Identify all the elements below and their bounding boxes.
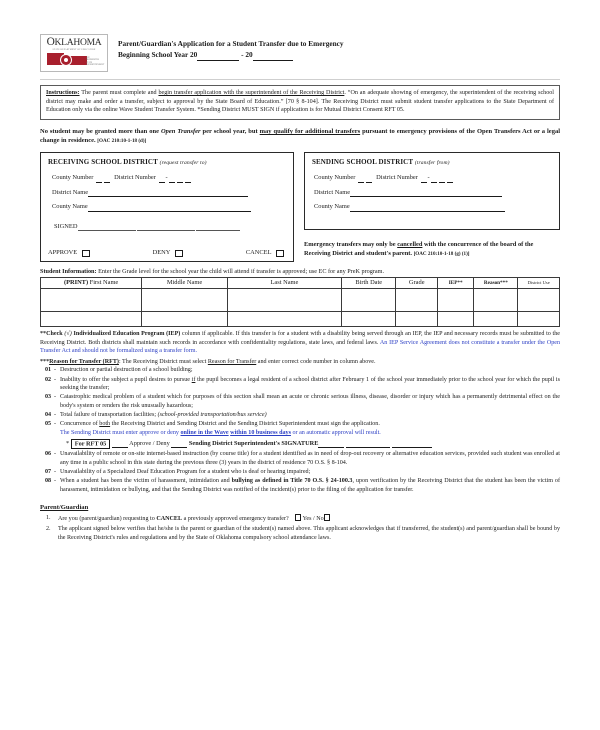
cancel-label: CANCEL: [245, 249, 272, 257]
parent-guardian-list: [40, 514, 560, 542]
sending-district-number-input-2[interactable]: [431, 176, 437, 183]
code-number: 04: [45, 412, 52, 419]
cancel-no-checkbox[interactable]: [324, 514, 331, 521]
list-item: 01 - Destruction or partial destruction of a school building;: [45, 367, 193, 374]
district-section: [40, 152, 560, 262]
sending-district-number-input-3[interactable]: [439, 176, 445, 183]
code-text: Catastrophic medical problem of a student which for purposes of this section shall mean an acute or chronic serious illness, disease, disorder or injury which has a permanently detrimental effect on the body's system or renders the risk unusually hazardous;: [60, 394, 560, 409]
cell-grade[interactable]: [396, 312, 438, 327]
receiving-signed-label: SIGNED: [54, 222, 78, 230]
code-pre: Total failure of transportation facilities;: [60, 412, 158, 419]
sending-county-name-row: [312, 203, 552, 211]
sending-district-number-input-4[interactable]: [447, 176, 453, 183]
receiving-county-number-input-1[interactable]: [96, 176, 102, 183]
col-last-name: Last Name: [227, 278, 341, 289]
cell-last-name[interactable]: [227, 289, 341, 312]
list-item: 03 - Catastrophic medical problem of a student which for purposes of this section shall mean an acute or chronic serious illness, disease, disorder or injury which has a permanently detrimental effect on the body's system or renders the risk unusually hazardous;: [45, 394, 560, 409]
receiving-signature-input[interactable]: [78, 224, 136, 231]
open-transfer-statement: [40, 127, 560, 146]
rft-head-underlined-2: Reason for Transfer: [207, 358, 257, 365]
approve-label: APPROVE: [48, 249, 78, 257]
sending-district-column: [304, 152, 560, 259]
list-item: 07 - Unavailability of a Specialized Deaf Education Program for a student who is deaf or hearing impaired;: [45, 469, 311, 476]
cell-middle-name[interactable]: [142, 312, 228, 327]
cell-first-name[interactable]: [41, 289, 142, 312]
pg-item1-bold: CANCEL: [156, 516, 183, 523]
rft05-signature-row: [40, 440, 560, 448]
table-header-row: [41, 278, 560, 289]
pg-item1-pre: Are you (parent/guardian) requesting to: [58, 516, 157, 523]
list-item: 08 - When a student has been the victim of harassment, intimidation and bullying as defined in Title 70 O.S. § 24-100.3, upon verification by the Receiving District that the student has been the victim of harassment, intimidation or bullying, and that the Sending District was notified of the incident(s) prior to the filing of the application for transfer.: [45, 478, 560, 493]
cell-district-use[interactable]: [518, 289, 560, 312]
parent-guardian-heading: Parent/Guardian: [40, 503, 89, 511]
cancel-yes-no-group: [290, 516, 330, 522]
code-italic: (school-provided transportation/bus service): [157, 412, 267, 419]
receiving-county-name-row: [48, 203, 286, 211]
student-information-text: Enter the Grade level for the school year the child will attend if transfer is approved; use EC for any PreK program.: [96, 267, 385, 275]
rft-head-rest-2: and enter correct code number in column above.: [256, 358, 376, 365]
sending-title-note: (transfer from): [414, 159, 450, 166]
statement-italic: Open Transfer: [160, 127, 201, 135]
iep-note-lead2: Individualized Education Program (IEP): [71, 330, 181, 337]
receiving-district-number-input-4[interactable]: [185, 176, 191, 183]
rft05-boxed-label: For RFT 05: [71, 439, 111, 449]
cell-grade[interactable]: [396, 289, 438, 312]
item-number: 2.: [46, 526, 51, 533]
student-information-line: [40, 268, 560, 276]
rft05-approve-deny-label: Approve / Deny: [129, 440, 170, 448]
table-row[interactable]: [41, 289, 560, 312]
rft-head-underlined: Reason for Transfer (RFT): [49, 358, 119, 365]
sending-district-box: [304, 152, 560, 230]
rft-stars: ***: [40, 358, 50, 365]
code-pre: When a student has been the victim of harassment, intimidation and: [60, 478, 232, 485]
col-first-name: (PRINT) First Name: [41, 278, 142, 289]
page-title: [118, 34, 344, 61]
cell-birth-date[interactable]: [342, 312, 396, 327]
receiving-county-name-label: County Name: [52, 203, 88, 211]
receiving-county-number-label: County Number: [52, 174, 94, 182]
statement-mid: per school year, but: [200, 127, 260, 135]
receiving-signed-row: [48, 223, 286, 231]
receiving-signature-date-input[interactable]: [196, 224, 240, 231]
receiving-signature-title-input[interactable]: [137, 224, 195, 231]
list-item: 04 - Total failure of transportation facilities; (school-provided transportation/bus service): [45, 412, 267, 419]
iep-note-lead: **Check: [40, 330, 63, 337]
logo-wordmark: OKLAHOMA: [46, 36, 102, 48]
rft05-star: *: [66, 440, 70, 448]
code-number: 06: [45, 451, 52, 458]
instructions-part2: . “On an adequate showing of emergency, the superintendent of the receiving school district may make and order a transfer, subject to approval by the State Board of Education.” [70 § 8-104]. The Receiving District must submit student transfer applications to the State Department of Education only via the online Wave Student Transfer System. *Sending District MUST SIGN if application is for Mutual District Consent RFT 05.: [46, 90, 554, 114]
student-information-label: Student Information:: [40, 267, 97, 275]
code-text: Destruction or partial destruction of a school building;: [60, 367, 193, 374]
yes-label: Yes /: [302, 516, 315, 523]
code-underlined: if: [191, 376, 196, 383]
instructions-label: Instructions:: [46, 90, 80, 96]
emergency-note-citation: [OAC 210:10-1-18 (g) (1)]: [413, 251, 470, 258]
code-blue-underlined-1: online in the Wave: [180, 429, 229, 436]
cell-last-name[interactable]: [227, 312, 341, 327]
col-iep: IEP**: [438, 278, 474, 289]
list-item: [40, 514, 560, 524]
cancel-yes-checkbox[interactable]: [295, 514, 302, 521]
rft05-signature-input-2[interactable]: [346, 442, 390, 449]
sending-county-number-label: County Number: [314, 174, 356, 182]
instructions-underlined: begin transfer application with the superintendent of the Receiving District: [158, 90, 345, 96]
sending-county-district-number-row: County Number District Number -: [312, 174, 552, 182]
title-line-1: Parent/Guardian's Application for a Student Transfer due to Emergency: [118, 39, 344, 48]
document-header: [40, 34, 560, 72]
list-item: 02 - Inability to offer the subject a pupil desires to pursue if the pupil becomes a legal resident of a school district after February 1 of the school year immediately prior to the school year for which the pupil is seeking the transfer;: [45, 376, 560, 392]
cancel-checkbox[interactable]: [276, 250, 284, 258]
list-item: 06 - Unavailability of remote or on-site internet-based instruction (by course title) for a student identified as in need of drop-out recovery or alternative education services, provided such student was enrolled at any time in a public school in this state during the previous three (3) years in the district of residence 70 O.S. § 8-104.: [45, 451, 560, 466]
col-middle-name: Middle Name: [142, 278, 228, 289]
rft05-signature-label: Sending District Superintendent's SIGNATURE: [188, 440, 319, 448]
student-information-table: [40, 277, 560, 327]
rft-head-rest: : The Receiving District must select: [118, 358, 208, 365]
receiving-district-number-input-1[interactable]: [159, 176, 165, 183]
cell-first-name[interactable]: [41, 312, 142, 327]
code-blue-line: [60, 429, 560, 438]
list-item: 05 - Concurrence of both the Receiving District and Sending District and the Sending District Superintendent must sign the application. The Sending District must enter approve or deny online in the Wave within 10 business days or an automatic approval will result.: [40, 420, 560, 437]
col-district-use: District Use: [518, 278, 560, 289]
emergency-cancellation-note: [304, 240, 560, 259]
code-pre: Inability to offer the subject a pupil desires to pursue: [60, 376, 192, 383]
code-blue-underlined-2: within 10 business days: [230, 429, 291, 436]
cell-middle-name[interactable]: [142, 289, 228, 312]
receiving-district-box: [40, 152, 294, 262]
deny-label: DENY: [152, 249, 171, 257]
cell-reason[interactable]: [474, 289, 518, 312]
rft05-deny-input[interactable]: [171, 442, 187, 449]
rft05-signature-input-1[interactable]: [318, 442, 344, 449]
emergency-note-underlined: cancelled: [397, 240, 423, 248]
col-birth-date: Birth Date: [342, 278, 396, 289]
receiving-district-name-input[interactable]: [88, 191, 248, 198]
table-row[interactable]: [41, 312, 560, 327]
reason-code-list: [40, 366, 560, 437]
statement-pre: No student may be granted more than one: [40, 127, 161, 135]
receiving-district-number-input-2[interactable]: [169, 176, 175, 183]
sending-district-name-label: District Name: [314, 188, 351, 196]
iep-note-body: column if applicable. If this transfer is for a student with a disability being served through an IEP, the IEP and necessary records must be submitted to the Receiving District. Both districts shall maintain such records in accordance with confidentiality regulations, state laws, and federal laws.: [40, 330, 560, 346]
logo-subtitle: STATE DEPARTMENT OF EDUCATION: [52, 48, 96, 51]
logo-superintendent-text: JOY HOFMEISTER STATE SUPERINTENDENT: [86, 56, 105, 67]
receiving-decision-row: [48, 249, 284, 257]
col-grade: Grade: [396, 278, 438, 289]
receiving-title-note: (request transfer to): [159, 159, 207, 166]
receiving-district-column: [40, 152, 294, 262]
code-number: 05: [45, 421, 52, 428]
receiving-district-number-input-3[interactable]: [177, 176, 183, 183]
pg-item1-post: a previously approved emergency transfer?: [182, 516, 289, 523]
receiving-district-name-row: [48, 189, 286, 197]
code-number: 02: [45, 376, 52, 383]
receiving-district-name-label: District Name: [52, 188, 89, 196]
instructions-part1: The parent must complete and: [79, 90, 159, 96]
reason-code-list-continued: [40, 450, 560, 494]
sending-district-title: SENDING SCHOOL DISTRICT (transfer from): [312, 157, 450, 166]
receiving-county-name-input[interactable]: [88, 205, 251, 212]
col-reason: Reason***: [474, 278, 518, 289]
cell-district-use[interactable]: [518, 312, 560, 327]
statement-post: pursuant to emergency provisions of the Open Transfers Act or a legal change in residence.: [40, 127, 561, 145]
receiving-county-district-number-row: County Number District Number -: [48, 174, 286, 182]
sending-district-name-input[interactable]: [350, 191, 502, 198]
reason-for-transfer-heading: [40, 358, 560, 366]
code-underlined: both: [99, 421, 111, 428]
receiving-district-title: RECEIVING SCHOOL DISTRICT (request transfer to): [48, 157, 207, 166]
receiving-district-number-label: District Number: [114, 174, 156, 182]
rft05-signature-input-3[interactable]: [392, 442, 432, 449]
oklahoma-state-icon: [47, 53, 105, 69]
code-text: Unavailability of a Specialized Deaf Education Program for a student who is deaf or hearing impaired;: [60, 469, 311, 476]
cell-reason[interactable]: [474, 312, 518, 327]
code-number: 08: [45, 478, 52, 485]
sending-county-number-input-1[interactable]: [358, 176, 364, 183]
sending-district-name-row: [312, 189, 552, 197]
code-bold: bullying as defined in Title 70 O.S. § 24-100.3: [231, 478, 353, 485]
header-divider: [40, 79, 560, 80]
statement-underlined: may qualify for additional transfers: [259, 127, 361, 135]
list-item: [40, 525, 560, 543]
emergency-note-pre: Emergency transfers may only be: [304, 240, 398, 248]
iep-note-blue: An IEP Service Agreement does not constitute a transfer under the Open Transfer Act and should not be formalized using a transfer form.: [40, 339, 561, 355]
code-number: 03: [45, 394, 52, 401]
code-number: 07: [45, 469, 52, 476]
rft05-approve-input[interactable]: [112, 442, 128, 449]
code-post: the pupil becomes a legal resident of a school district after February 1 of the school year immediately prior to the school year for which the pupil is seeking the transfer;: [60, 376, 560, 392]
code-blue-pre: The Sending District must enter approve or deny: [60, 429, 181, 436]
code-pre: Concurrence of: [60, 421, 100, 428]
deny-checkbox[interactable]: [175, 250, 183, 258]
statement-citation: [OAC 210:10-1-18 (d)]: [97, 138, 147, 145]
code-number: 01: [45, 367, 52, 374]
emergency-note-post: with the concurrence of the board of the Receiving District and student's parent.: [304, 240, 534, 258]
pg-item2-text: The applicant signed below verifies that he/she is the parent or guardian of the student(s) named above. This applicant acknowledges that if transferred, the student(s) and parent/guardian shall be bound by the Receiving District's rules and regulations and by the State of Oklahoma compulsory school attendance laws.: [58, 526, 560, 541]
approve-checkbox[interactable]: [82, 250, 90, 258]
instructions-box: [40, 85, 560, 120]
title-line-2: Beginning School Year 20 - 20: [118, 49, 344, 60]
code-post: the Receiving District and Sending District and the Sending District Superintendent must sign the application.: [110, 421, 380, 428]
code-blue-post: or an automatic approval will result.: [290, 429, 381, 436]
oklahoma-sde-logo: [40, 34, 108, 72]
sending-county-number-input-2[interactable]: [366, 176, 372, 183]
iep-note-paragraph: [40, 330, 560, 356]
cell-birth-date[interactable]: [342, 289, 396, 312]
receiving-county-number-input-2[interactable]: [104, 176, 110, 183]
code-text: Unavailability of remote or on-site internet-based instruction (by course title) for a student identified as in need of drop-out recovery or alternative education services, provided such student was enrolled at any time in a public school in this state during the previous three (3) years in the district of residence 70 O.S. § 8-104.: [60, 451, 560, 466]
no-label: No: [316, 516, 324, 523]
sending-district-number-label: District Number: [376, 174, 418, 182]
code-post: , upon verification by the Receiving District that the student has been the victim of harassment, intimidation or bullying, and that the Sending District was notified of the incident(s) prior to the filing of the application for transfer.: [60, 478, 560, 493]
sending-county-name-input[interactable]: [350, 205, 505, 212]
cell-iep[interactable]: [438, 289, 474, 312]
sending-district-number-input-1[interactable]: [421, 176, 427, 183]
iep-note-check-glyph-icon: (√): [64, 330, 72, 337]
item-number: 1.: [46, 515, 51, 522]
sending-county-name-label: County Name: [314, 203, 350, 211]
cell-iep[interactable]: [438, 312, 474, 327]
